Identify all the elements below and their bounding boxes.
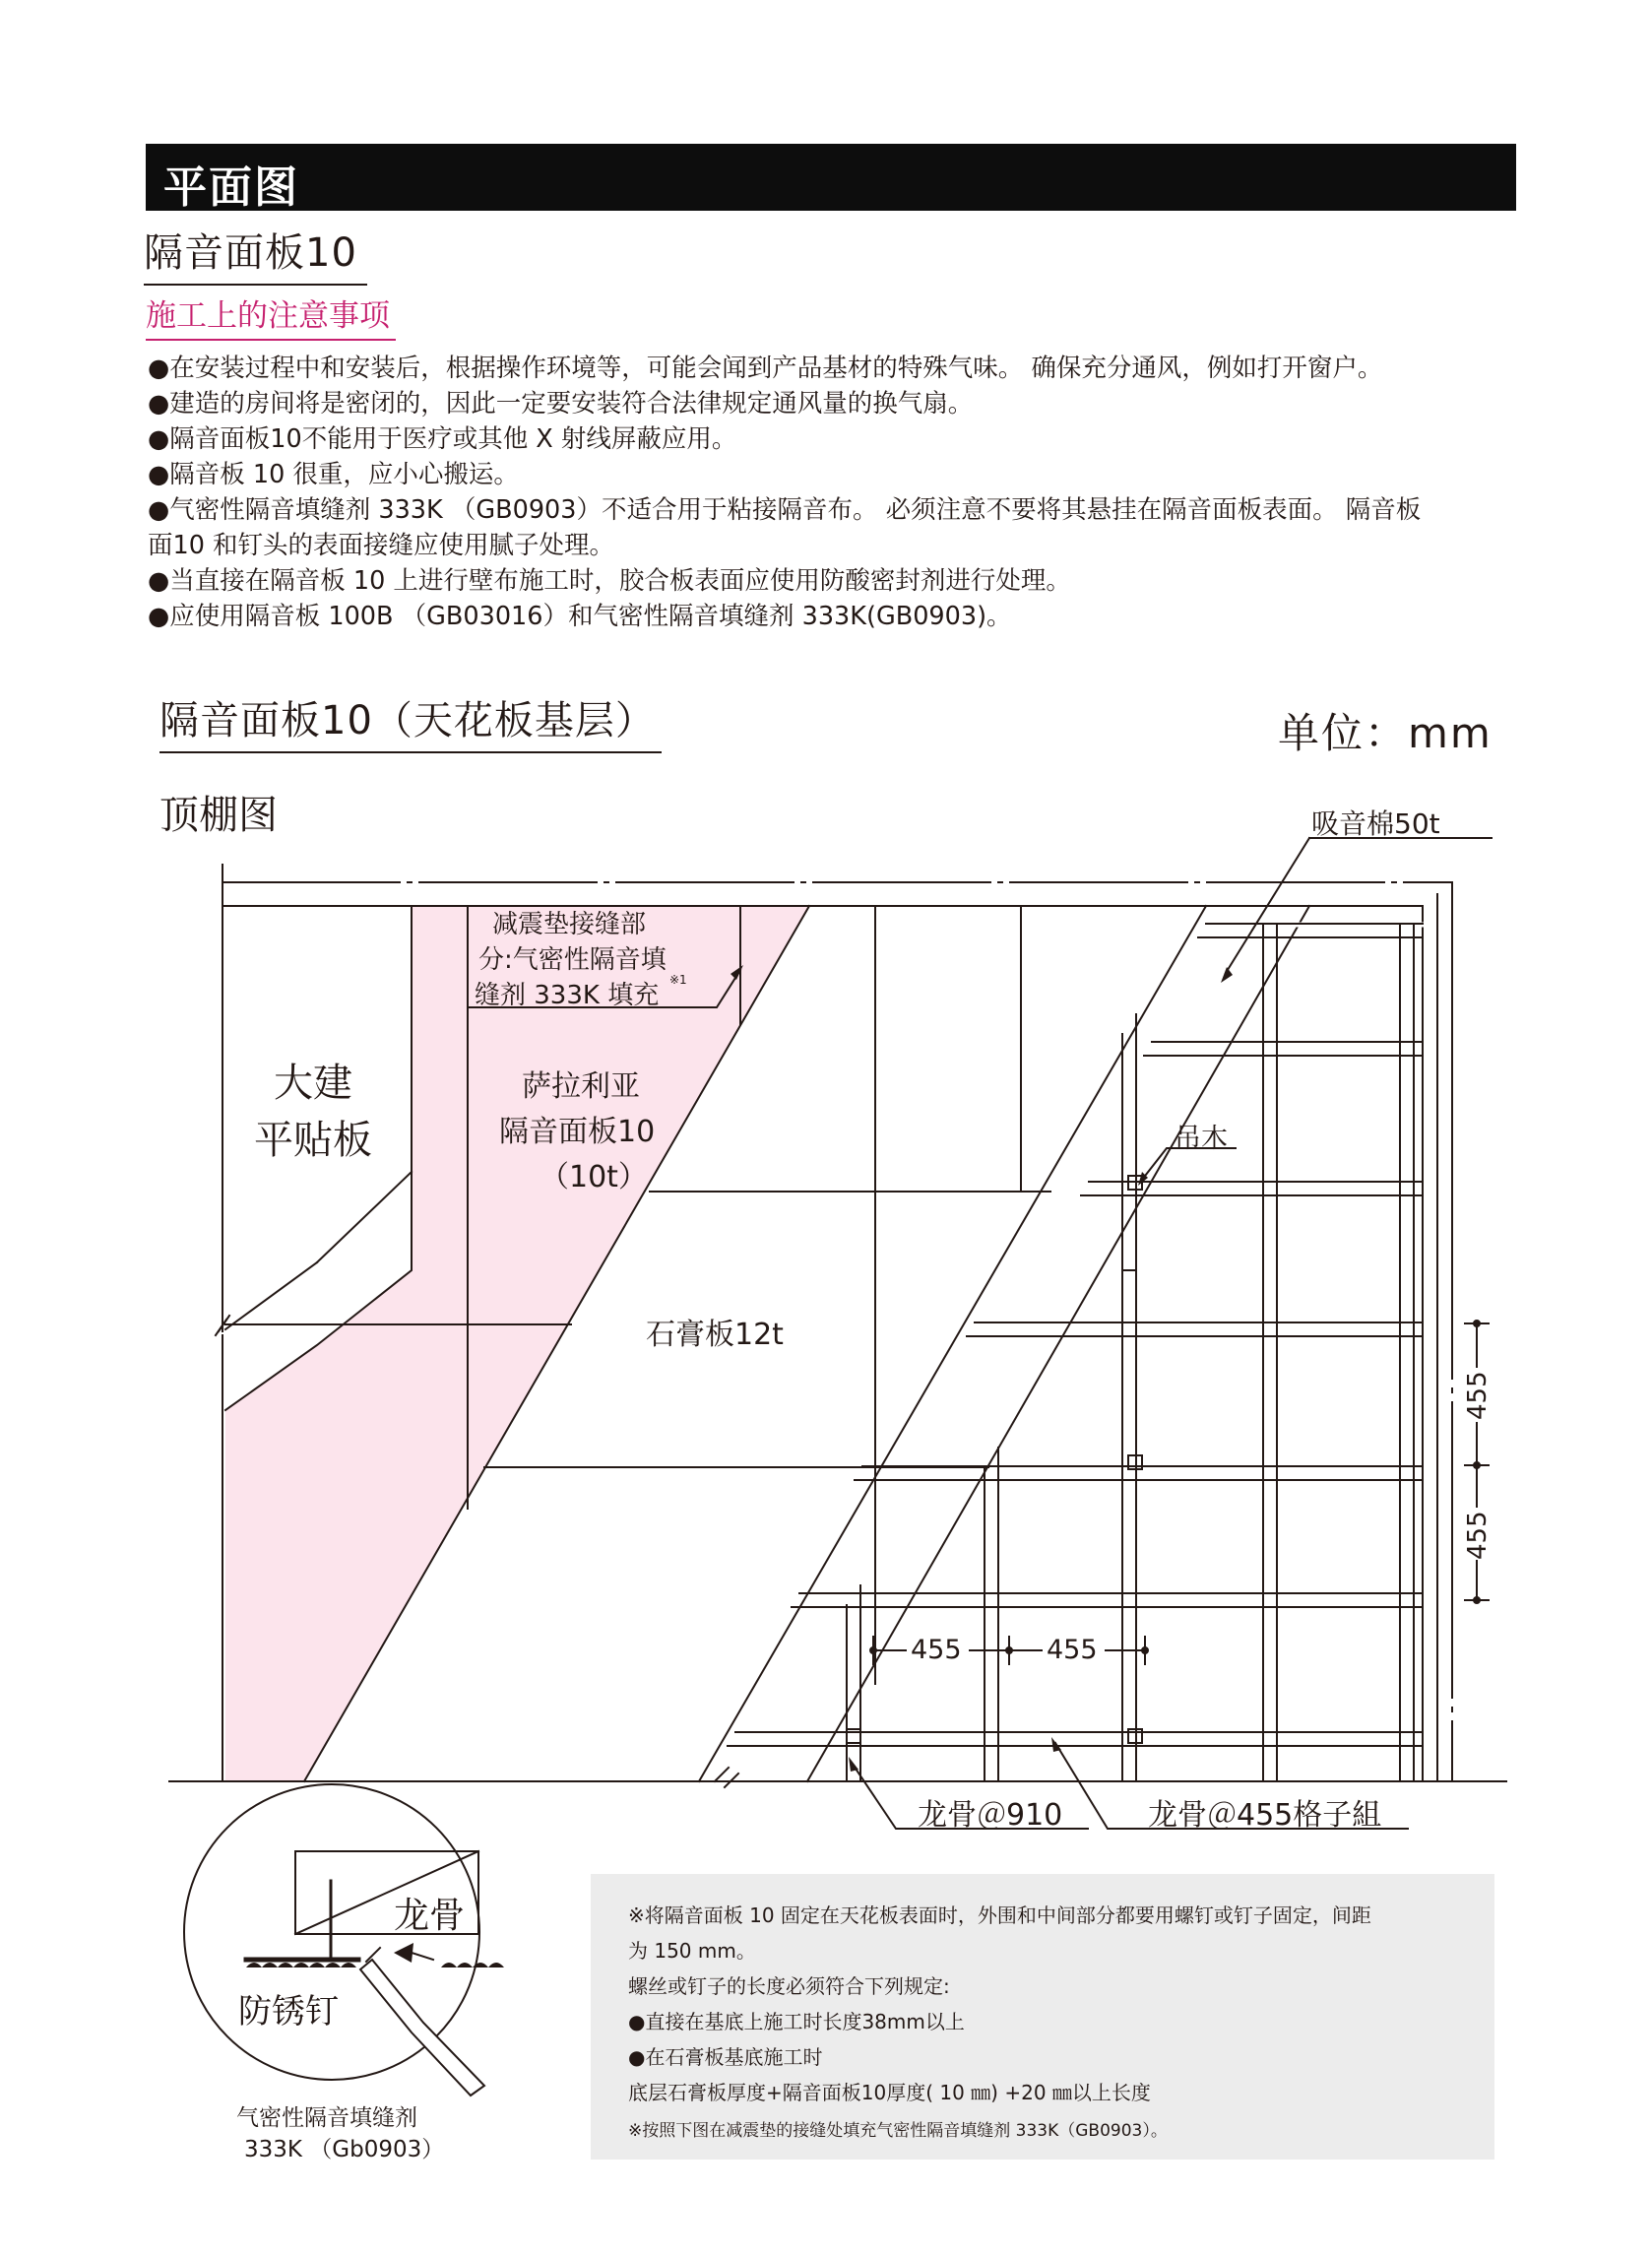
caution-item: ●在安装过程中和安装后，根据操作环境等，可能会闻到产品基材的特殊气味。 确保充分通风，例如打开窗户。 [148, 354, 1383, 383]
panel-label-line2: 隔音面板10 [499, 1115, 656, 1149]
section-title: 平面图 [163, 162, 299, 213]
cautions-title: 施工上的注意事项 [146, 290, 396, 341]
unit-label: 单位：mm [1278, 709, 1493, 757]
joint-label-line1: 减震垫接缝部 [492, 910, 647, 939]
fastening-note-line: ※将隔音面板 10 固定在天花板表面时，外围和中间部分都要用螺钉或钉子固定，间距 [628, 1903, 1371, 1927]
fastening-note-line: ●直接在基底上施工时长度38mm以上 [628, 2010, 965, 2033]
joint-note-mark: ※1 [669, 973, 687, 987]
panel-label-line1: 萨拉利亚 [522, 1069, 640, 1104]
joist-910-label: 龙骨＠910 [918, 1798, 1063, 1833]
joint-label-line3: 缝剂 333K 填充 [475, 981, 660, 1010]
fastening-note-line: ●在石膏板基底施工时 [628, 2045, 823, 2069]
caution-item: ●隔音面板10不能用于医疗或其他 X 射线屏蔽应用。 [148, 424, 737, 454]
dim-horizontal-1: 455 [911, 1635, 962, 1665]
fastening-note-box [591, 1874, 1494, 2160]
caution-item: ●隔音板 10 很重，应小心搬运。 [148, 460, 519, 489]
hanger-label: 吊木 [1175, 1124, 1228, 1154]
ceiling-plan-label: 顶棚图 [159, 793, 278, 838]
detail-joist-label: 龙骨 [394, 1896, 466, 1936]
caution-item: ●应使用隔音板 100B （GB03016）和气密性隔音填缝剂 333K(GB0903)。 [148, 602, 1012, 631]
dim-horizontal-2: 455 [1047, 1635, 1098, 1665]
panel-label-line3: （10t） [540, 1160, 648, 1194]
daiken-label-line1: 大建 [274, 1061, 352, 1106]
fastening-note-line: 底层石膏板厚度+隔音面板10厚度( 10 ㎜) +20 ㎜以上长度 [628, 2081, 1151, 2104]
detail-sealant-line2: 333K （Gb0903） [244, 2137, 445, 2162]
diagram-title: 隔音面板10（天花板基层） [159, 689, 662, 753]
joist-455-label: 龙骨＠455格子組 [1148, 1798, 1382, 1833]
caution-item: ●气密性隔音填缝剂 333K （GB0903）不适合用于粘接隔音布。 必须注意不要将其悬挂在隔音面板表面。 隔音板 [148, 495, 1422, 525]
daiken-label-line2: 平贴板 [254, 1118, 372, 1163]
absorber-label: 吸音棉50t [1311, 807, 1440, 840]
detail-nail-label: 防锈钉 [238, 1992, 339, 2031]
gypsum-label: 石膏板12t [646, 1318, 784, 1352]
joint-label-line2: 分:气密性隔音填 [478, 945, 667, 975]
fastening-note-line: 为 150 mm。 [628, 1939, 756, 1963]
dim-vertical-2-text: 455 [1463, 1511, 1493, 1560]
caution-item: ●当直接在隔音板 10 上进行壁布施工时，胶合板表面应使用防酸密封剂进行处理。 [148, 566, 1071, 596]
fastening-note-line: 螺丝或钉子的长度必须符合下列规定: [628, 1974, 950, 1998]
detail-sealant-line1: 气密性隔音填缝剂 [236, 2105, 417, 2131]
dim-vertical-1-text: 455 [1463, 1371, 1493, 1420]
caution-item: ●建造的房间将是密闭的，因此一定要安装符合法律规定通风量的换气扇。 [148, 389, 974, 419]
product-title: 隔音面板10 [144, 222, 367, 286]
fastening-note-line: ※按照下图在减震垫的接缝处填充气密性隔音填缝剂 333K（GB0903）。 [628, 2121, 1168, 2141]
caution-item: 面10 和钉头的表面接缝应使用腻子处理。 [148, 531, 615, 560]
